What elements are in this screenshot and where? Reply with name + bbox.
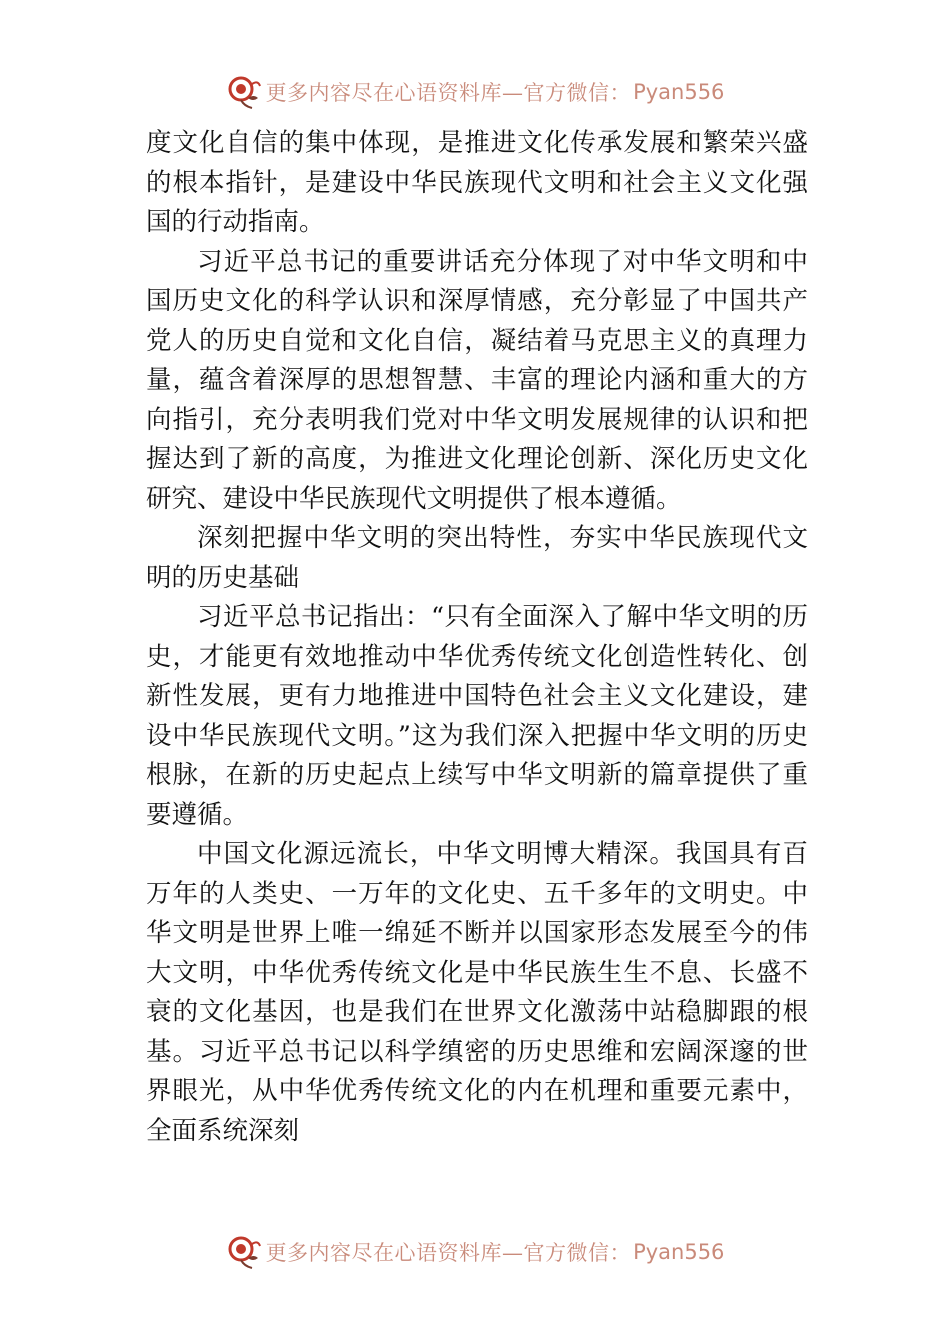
paragraph-1: 度文化自信的集中体现，是推进文化传承发展和繁荣兴盛的根本指针，是建设中华民族现代文明和社会主义文化强国的行动指南。 xyxy=(146,128,808,237)
footer-banner-text: 更多内容尽在心语资料库—官方微信： xyxy=(265,1241,632,1265)
header-banner-text: 更多内容尽在心语资料库—官方微信： xyxy=(265,81,632,105)
document-body xyxy=(146,124,808,1151)
paragraph-3: 习近平总书记指出：“只有全面深入了解中华文明的历史，才能更有效地推动中华优秀传统文化创造性转化、创新性发展，更有力地推进中国特色社会主义文化建设，建设中华民族现代文明。”这为我们深入把握中华文明的历史根脉，在新的历史起点上续写中华文明新的篇章提供了重要遵循。 xyxy=(146,602,808,830)
header-banner xyxy=(0,70,950,114)
paragraph-4: 中国文化源远流长，中华文明博大精深。我国具有百万年的人类史、一万年的文化史、五千多年的文明史。中华文明是世界上唯一绵延不断并以国家形态发展至今的伟大文明，中华优秀传统文化是中华民族生生不息、长盛不衰的文化基因，也是我们在世界文化激荡中站稳脚跟的根基。习近平总书记以科学缜密的历史思维和宏阔深邃的世界眼光，从中华优秀传统文化的内在机理和重要元素中，全面系统深刻 xyxy=(146,839,808,1146)
rose-logo-icon xyxy=(226,1234,262,1270)
footer-banner xyxy=(0,1230,950,1274)
footer-wechat-id: Pyan556 xyxy=(633,1240,725,1264)
header-wechat-id: Pyan556 xyxy=(633,80,725,104)
rose-logo-icon xyxy=(226,74,262,110)
paragraph-2: 习近平总书记的重要讲话充分体现了对中华文明和中国历史文化的科学认识和深厚情感，充分彰显了中国共产党人的历史自觉和文化自信，凝结着马克思主义的真理力量，蕴含着深厚的思想智慧、丰富的理论内涵和重大的方向指引，充分表明我们党对中华文明发展规律的认识和把握达到了新的高度，为推进文化理论创新、深化历史文化研究、建设中华民族现代文明提供了根本遵循。 xyxy=(146,246,808,514)
section-heading: 深刻把握中华文明的突出特性，夯实中华民族现代文明的历史基础 xyxy=(146,523,808,593)
